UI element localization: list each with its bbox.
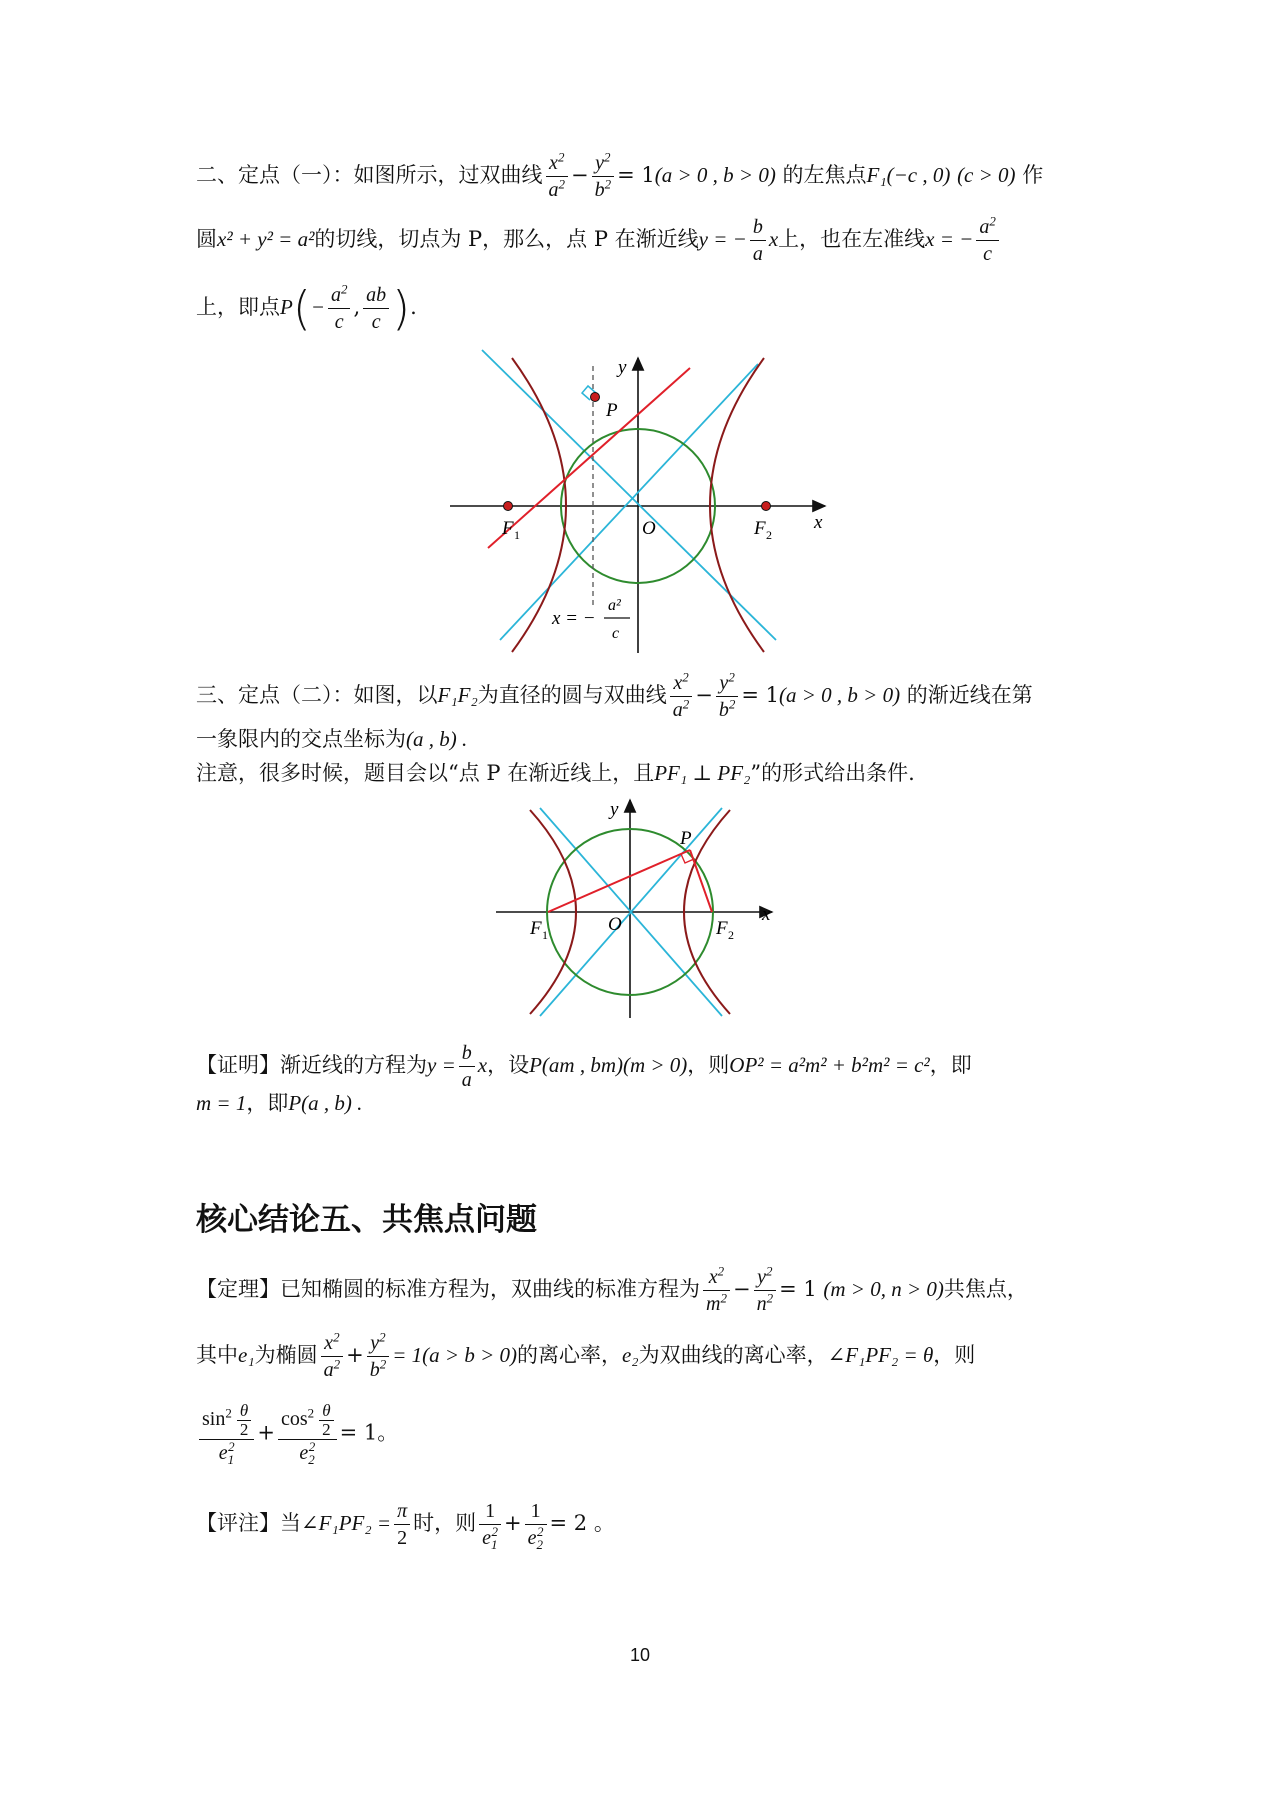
section3-line1: 三、定点（二）：如图，以F₁F₂为直径的圆与双曲线 $\frac{x^2}{a^2}$ − $\frac{y^2}{b^2}$ = 1(a > 0 , b > 0) 的渐近线在第 bbox=[196, 669, 1033, 721]
fraction-y2-n2: $\frac{y^2}{n^2}$ bbox=[754, 1264, 777, 1317]
text: 上，也在左准线 bbox=[778, 227, 926, 251]
math: y = − bbox=[698, 227, 747, 251]
math: = 1(a > b > 0) bbox=[392, 1343, 517, 1367]
theorem-line2: 其中e₁为椭圆 $\frac{x^2}{a^2}$ + $\frac{y^2}{b^2}$ = 1(a > b > 0)的离心率，e₂为双曲线的离心率，∠F₁PF₂ = θ，则 bbox=[196, 1329, 976, 1381]
text: 三、定点（二）：如图，以 bbox=[196, 683, 438, 707]
section3-line2 bbox=[196, 724, 467, 754]
math: F₁(−c , 0) bbox=[866, 163, 951, 187]
text: 已知椭圆的标准方程为，双曲线的标准方程为 bbox=[280, 1277, 700, 1301]
text: 的离心率， bbox=[516, 1343, 622, 1367]
text: = 1 bbox=[779, 1277, 817, 1301]
math: ∠F₁PF₂ = θ bbox=[827, 1343, 934, 1367]
point-F2 bbox=[762, 502, 771, 511]
text: 为直径的圆与双曲线 bbox=[477, 683, 667, 707]
theorem-result: $\sin^2$ $\frac{\theta}{2}$ $e_1^2$ + $\cos^2$ $\frac{\theta}{2}$ $e_2^2$ = 1。 bbox=[196, 1402, 398, 1466]
fraction-pi-2: $\frac{\pi}{2}$ bbox=[394, 1498, 410, 1551]
math: (m > 0, n > 0) bbox=[823, 1277, 944, 1301]
math: (a > 0 , b > 0) bbox=[654, 163, 776, 187]
fraction-y2-b2: $\frac{y^2}{b^2}$ bbox=[367, 1330, 390, 1383]
y-label: y bbox=[610, 799, 619, 820]
text: 渐近线的方程为 bbox=[280, 1053, 427, 1077]
tangent-line bbox=[488, 368, 690, 548]
math: e₁ bbox=[238, 1343, 255, 1367]
text: ，则 bbox=[933, 1343, 976, 1367]
F2-subscript: 2 bbox=[766, 528, 772, 542]
hyperbola-tangent-figure bbox=[440, 348, 840, 658]
O-label: O bbox=[608, 914, 622, 935]
theorem-line1: 【定理】已知椭圆的标准方程为，双曲线的标准方程为 $\frac{x^2}{m^2}$ − $\frac{y^2}{n^2}$ = 1 (m > 0, n > 0)共焦点， bbox=[196, 1263, 1028, 1315]
text: = 1。 bbox=[339, 1420, 399, 1445]
section2-line3: 上，即点P(− $\frac{a^2}{c}$ , $\frac{ab}{c}$ ). bbox=[196, 281, 417, 336]
P-label: P bbox=[606, 400, 618, 421]
math: m = 1 bbox=[196, 1091, 247, 1115]
math: P(a , b) . bbox=[288, 1091, 363, 1115]
math: P(am , bm)(m > 0) bbox=[529, 1053, 688, 1077]
math: (a > 0 , b > 0) bbox=[779, 683, 901, 707]
text: 注意，很多时候，题目会以“点 P 在渐近线上，且 bbox=[196, 761, 655, 785]
point-F1 bbox=[504, 502, 513, 511]
text: 圆 bbox=[196, 227, 217, 251]
text: 当 bbox=[280, 1511, 301, 1535]
point-P bbox=[591, 393, 600, 402]
hyperbola-right-branch bbox=[710, 358, 764, 652]
text: ，设 bbox=[487, 1053, 530, 1077]
text: 的渐近线在第 bbox=[906, 683, 1033, 707]
math: y = bbox=[427, 1053, 456, 1077]
P-label: P bbox=[680, 828, 692, 849]
x-label: x bbox=[762, 904, 771, 925]
section-heading: 核心结论五、共焦点问题 bbox=[196, 1202, 537, 1238]
asymptote-line bbox=[482, 350, 776, 640]
text: 作 bbox=[1022, 163, 1044, 187]
F1-label: F bbox=[530, 918, 542, 939]
fraction-ab-c: $\frac{ab}{c}$ bbox=[363, 282, 389, 335]
math: F₁F₂ bbox=[437, 683, 478, 707]
fraction-a2-c: $\frac{a^2}{c}$ bbox=[328, 282, 351, 335]
text: ，则 bbox=[687, 1053, 730, 1077]
remark-tag: 【评注】 bbox=[196, 1511, 280, 1535]
text: 上，即点 bbox=[196, 295, 280, 319]
F1-label: F bbox=[502, 518, 514, 539]
F2-label: F bbox=[716, 918, 728, 939]
fraction-x2-a2: $\frac{x^2}{a^2}$ bbox=[321, 1330, 344, 1383]
text: 的左焦点 bbox=[782, 163, 867, 187]
text: = 2 。 bbox=[549, 1511, 615, 1535]
math: (a , b) . bbox=[406, 727, 468, 751]
fraction-y2-b2: $\frac{y^2}{b^2}$ bbox=[592, 150, 615, 203]
math: OP² = a²m² + b²m² = c² bbox=[729, 1053, 930, 1077]
math: P bbox=[280, 295, 293, 319]
directrix-label: x = − bbox=[552, 608, 596, 629]
hyperbola-circle-figure bbox=[490, 788, 790, 1020]
fraction-cos-half-theta: $\cos^2$ $\frac{\theta}{2}$ $e_2^2$ bbox=[278, 1402, 337, 1466]
section2-line2: 圆x² + y² = a²的切线，切点为 P，那么，点 P 在渐近线y = − $\frac{b}{a}$ x上，也在左准线x = − $\frac{a^2}{c}$ bbox=[196, 214, 1002, 267]
remark-line: 【评注】当∠F₁PF₂ = $\frac{\pi}{2}$ 时，则 $\frac{1}{e_1^2}$ + $\frac{1}{e_2^2}$ = 2 。 bbox=[196, 1500, 615, 1552]
text: 时，则 bbox=[413, 1511, 477, 1535]
text: = 1 bbox=[617, 163, 655, 187]
F2-subscript: 2 bbox=[728, 928, 734, 942]
text: = 1 bbox=[741, 683, 780, 707]
fraction-1-e1sq: $\frac{1}{e_1^2}$ bbox=[479, 1498, 501, 1551]
segment-PF1 bbox=[548, 850, 690, 912]
fraction-x2-m2: $\frac{x^2}{m^2}$ bbox=[703, 1264, 730, 1317]
text: 为椭圆 bbox=[254, 1343, 318, 1367]
text: 为双曲线的离心率， bbox=[638, 1343, 828, 1367]
fraction-sin-half-theta: $\sin^2$ $\frac{\theta}{2}$ $e_1^2$ bbox=[199, 1402, 254, 1466]
text: 二、定点（一）：如图所示，过双曲线 bbox=[196, 163, 543, 187]
page-number: 10 bbox=[629, 1645, 651, 1665]
proof-line1: 【证明】渐近线的方程为y = $\frac{b}{a}$ x，设P(am , bm)(m > 0)，则OP² = a²m² + b²m² = c²，即 bbox=[196, 1042, 972, 1091]
fraction-x2-a2: $\frac{x^2}{a^2}$ bbox=[546, 150, 569, 203]
text: ，即 bbox=[929, 1053, 972, 1077]
text: ”的形式给出条件. bbox=[750, 761, 915, 785]
F1-subscript: 1 bbox=[542, 928, 548, 942]
text: 的切线，切点为 P，那么，点 P 在渐近线 bbox=[314, 227, 699, 251]
O-label: O bbox=[642, 518, 656, 539]
fraction-y2-b2: $\frac{y^2}{b^2}$ bbox=[716, 670, 739, 723]
math: PF₁ ⊥ PF₂ bbox=[654, 761, 751, 785]
text: ，即 bbox=[246, 1091, 289, 1115]
math: e₂ bbox=[621, 1343, 639, 1367]
text: 一象限内的交点坐标为 bbox=[196, 727, 406, 751]
fraction-x2-a2: $\frac{x^2}{a^2}$ bbox=[670, 670, 693, 723]
proof-line2 bbox=[196, 1088, 362, 1118]
fraction-b-a: $\frac{b}{a}$ bbox=[459, 1040, 475, 1093]
fraction-1-e2sq: $\frac{1}{e_2^2}$ bbox=[525, 1498, 547, 1551]
directrix-denominator: c bbox=[612, 625, 620, 642]
proof-tag: 【证明】 bbox=[196, 1053, 280, 1077]
y-label: y bbox=[618, 357, 627, 378]
text: 共焦点， bbox=[943, 1277, 1028, 1301]
math: x = − bbox=[925, 227, 974, 251]
text: 其中 bbox=[196, 1343, 238, 1367]
math: (c > 0) bbox=[957, 163, 1016, 187]
x-label: x bbox=[814, 512, 823, 533]
theorem-tag: 【定理】 bbox=[196, 1277, 280, 1301]
section3-note bbox=[196, 758, 915, 788]
F1-subscript: 1 bbox=[514, 528, 520, 542]
F2-label: F bbox=[754, 518, 766, 539]
math: ∠F₁PF₂ = bbox=[301, 1511, 392, 1535]
fraction-b-a: $\frac{b}{a}$ bbox=[750, 214, 766, 267]
directrix-numerator: a² bbox=[608, 597, 621, 614]
math: x² + y² = a² bbox=[217, 227, 315, 251]
section2-line1: 二、定点（一）：如图所示，过双曲线 $\frac{x^2}{a^2}$ − $\frac{y^2}{b^2}$ = 1(a > 0 , b > 0) 的左焦点F₁(−c , 0) (c > 0) 作 bbox=[196, 149, 1044, 201]
fraction-a2-c: $\frac{a^2}{c}$ bbox=[976, 214, 999, 267]
